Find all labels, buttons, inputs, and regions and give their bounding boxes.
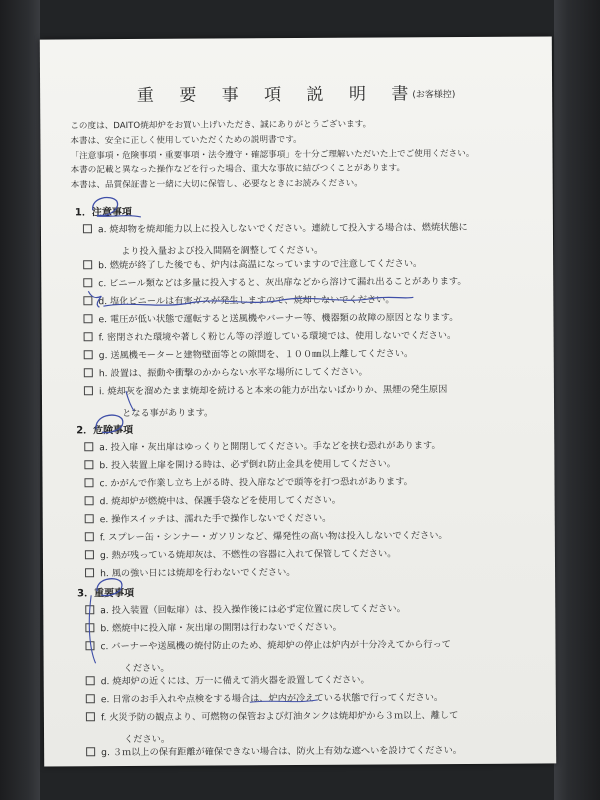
checkbox[interactable] bbox=[84, 368, 93, 377]
checkbox[interactable] bbox=[85, 550, 94, 559]
checkbox[interactable] bbox=[83, 296, 92, 305]
checkbox[interactable] bbox=[86, 676, 95, 685]
list-item: a. 投入装置（回転扉）は、投入操作後には必ず定位置に戻してください。 bbox=[85, 600, 525, 617]
list-item: g. 送風機モーターと建物壁面等との隙間を、１００㎜以上離してください。 bbox=[84, 345, 524, 362]
checkbox[interactable] bbox=[84, 350, 93, 359]
intro-line: 本書は、安全に正しく使用していただくための説明書です。 bbox=[70, 134, 302, 147]
list-item: a. 投入扉・灰出扉はゆっくりと開閉してください。手などを挟む恐れがあります。 bbox=[84, 437, 524, 454]
checkbox[interactable] bbox=[85, 568, 94, 577]
list-item: h. 風の強い日には焼却を行わないでください。 bbox=[85, 563, 525, 580]
list-item: b. 燃焼中に投入扉・灰出扉の開閉は行わないでください。 bbox=[85, 618, 525, 635]
checkbox[interactable] bbox=[83, 314, 92, 323]
list-item: h. 設置は、振動や衝撃のかからない水平な場所にしてください。 bbox=[84, 363, 524, 380]
document-sheet bbox=[40, 36, 556, 766]
list-item: i. 焼却灰を溜めたまま焼却を続けると本来の能力が出ないばかりか、黒煙の発生原因 となる事があります。 bbox=[84, 381, 524, 420]
list-item: c. ビニール類などは多量に投入すると、灰出扉などから溶けて漏れ出ることがあります。 bbox=[83, 273, 523, 290]
checkbox[interactable] bbox=[86, 712, 95, 721]
title-note: (お客様控) bbox=[412, 90, 456, 101]
document-title bbox=[40, 78, 552, 106]
list-item: d. 焼却炉が燃焼中は、保護手袋などを使用してください。 bbox=[85, 491, 525, 508]
list-item: d. 焼却炉の近くには、万一に備えて消火器を設置してください。 bbox=[86, 671, 526, 688]
checkbox[interactable] bbox=[85, 514, 94, 523]
list-item: c. バーナーや送風機の焼付防止のため、焼却炉の停止は炉内が十分冷えてから行って ください。 bbox=[85, 636, 525, 675]
desk-right-edge bbox=[554, 0, 600, 800]
checkbox[interactable] bbox=[84, 442, 93, 451]
list-item: d. 塩化ビニールは有害ガスが発生しますので、焼却しないでください。 bbox=[83, 291, 523, 308]
list-item: e. 操作スイッチは、濡れた手で操作しないでください。 bbox=[85, 509, 525, 526]
list-item: g. 熱が残っている焼却灰は、不燃性の容器に入れて保管してください。 bbox=[85, 545, 525, 562]
checkbox[interactable] bbox=[84, 478, 93, 487]
intro-line: 「注意事項・危険事項・重要事項・法令遵守・確認事項」を十分ご理解いただいた上でご使用ください。 bbox=[70, 148, 475, 161]
section-heading-danger: 2．危険事項 bbox=[76, 425, 134, 437]
checkbox[interactable] bbox=[83, 224, 92, 233]
section-heading-caution: 1．注意事項 bbox=[74, 207, 132, 219]
list-item: f. スプレー缶・シンナー・ガソリンなど、爆発性の高い物は投入しないでください。 bbox=[85, 527, 525, 544]
list-item: g. ３ｍ以上の保有距離が確保できない場合は、防火上有効な遮へいを設けてください。 bbox=[86, 742, 526, 759]
list-item: e. 電圧が低い状態で運転すると送風機やバーナー等、機器類の故障の原因となります。 bbox=[83, 309, 523, 326]
checkbox[interactable] bbox=[85, 496, 94, 505]
list-item: c. かがんで作業し立ち上がる時、投入扉などで頭等を打つ恐れがあります。 bbox=[84, 473, 524, 490]
checkbox[interactable] bbox=[84, 332, 93, 341]
checkbox[interactable] bbox=[86, 747, 95, 756]
checkbox[interactable] bbox=[84, 460, 93, 469]
intro-line: 本書の記載と異なった操作などを行った場合、重大な事故に結びつくことがあります。 bbox=[70, 163, 406, 176]
checkbox[interactable] bbox=[85, 623, 94, 632]
list-item: f. 火災予防の観点より、可燃物の保管および灯油タンクは焼却炉から３ｍ以上、離して ください。 bbox=[86, 707, 526, 746]
list-item: f. 密閉された環境や著しく粉じん等の浮遊している環境では、使用しないでください。 bbox=[84, 327, 524, 344]
list-item: e. 日常のお手入れや点検をする場合は、炉内が冷えている状態で行ってください。 bbox=[86, 689, 526, 706]
list-item: b. 投入装置上扉を開ける時は、必ず倒れ防止金具を使用してください。 bbox=[84, 455, 524, 472]
checkbox[interactable] bbox=[85, 641, 94, 650]
checkbox[interactable] bbox=[85, 532, 94, 541]
list-item: a. 焼却物を焼却能力以上に投入しないでください。連続して投入する場合は、燃焼状態に より投入量および投入間隔を調整してください。 bbox=[83, 219, 523, 258]
checkbox[interactable] bbox=[84, 386, 93, 395]
desk-left-edge bbox=[0, 0, 40, 800]
checkbox[interactable] bbox=[86, 694, 95, 703]
section-heading-important: 3．重要事項 bbox=[77, 588, 135, 600]
intro-paragraph bbox=[70, 117, 540, 194]
list-item: b. 燃焼が終了した後でも、炉内は高温になっていますので注意してください。 bbox=[83, 255, 523, 272]
title-text: 重 要 事 項 説 明 書 bbox=[136, 84, 419, 106]
intro-line: この度は、DAITO焼却炉をお買い上げいただき、誠にありがとうございます。 bbox=[70, 119, 372, 132]
checkbox[interactable] bbox=[83, 278, 92, 287]
intro-line: 本書は、品質保証書と一緒に大切に保管し、必要なときにお読みください。 bbox=[70, 178, 363, 191]
checkbox[interactable] bbox=[85, 605, 94, 614]
checkbox[interactable] bbox=[83, 260, 92, 269]
